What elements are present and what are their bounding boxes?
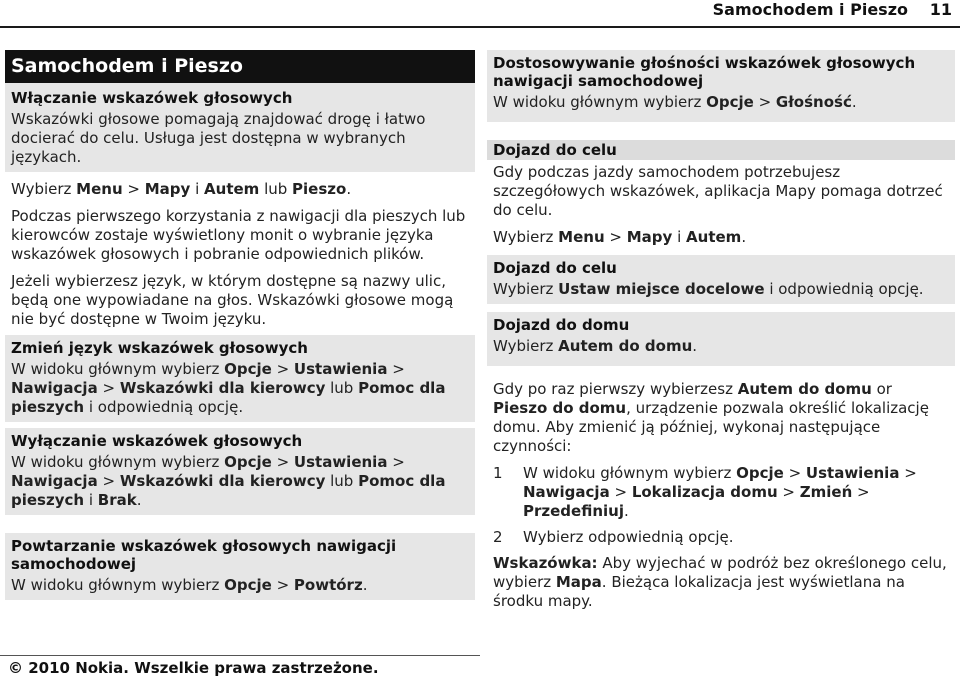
footer-rule: [0, 655, 480, 656]
voice-off-heading: Wyłączanie wskazówek głosowych: [11, 432, 303, 450]
section-title: Samochodem i Pieszo: [5, 50, 475, 83]
repeat-section: [5, 533, 475, 600]
voice-off-section: [5, 428, 475, 515]
voice-on-heading: Włączanie wskazówek głosowych: [11, 89, 293, 107]
volume-heading: Dostosowywanie głośności wskazówek głosowych nawigacji samochodowej: [493, 54, 916, 90]
page-header: [0, 0, 960, 28]
change-lang-section: [5, 335, 475, 422]
first-time-text: Gdy po raz pierwszy wybierzesz Autem do domu or Pieszo do domu, urządzenie pozwala określić lokalizację domu. Aby zmienić ją później, wykonaj następujące czynności:: [493, 380, 929, 455]
home-heading: Dojazd do domu: [493, 316, 630, 334]
left-column: [5, 50, 475, 600]
voice-on-intro: Wskazówki głosowe pomagają znajdować drogę i łatwo docierać do celu. Usługa jest dostępna w wybranych językach.: [11, 110, 426, 166]
page-number: 11: [929, 0, 952, 19]
voice-on-first-use: Podczas pierwszego korzystania z nawigacji dla pieszych lub kierowców zostaje wyświetlony monit o wybranie języka wskazówek głosowych i pobranie odpowiednich plików.: [11, 207, 466, 263]
change-lang-text: W widoku głównym wybierz Opcje > Ustawienia > Nawigacja > Wskazówki dla kierowcy lub Pomoc dla pieszych i odpowiednią opcję.: [11, 360, 446, 416]
voice-off-text: W widoku głównym wybierz Opcje > Ustawienia > Nawigacja > Wskazówki dla kierowcy lub Pomoc dla pieszych i Brak.: [11, 453, 446, 509]
volume-section: [487, 50, 955, 122]
home-section: [487, 312, 955, 366]
repeat-heading: Powtarzanie wskazówek głosowych nawigacji samochodowej: [11, 537, 397, 573]
drive2-heading: Dojazd do celu: [493, 259, 617, 277]
list-item: 2 Wybierz odpowiednią opcję.: [493, 528, 734, 546]
drive2-section: [487, 255, 955, 304]
home-text: Wybierz Autem do domu.: [493, 337, 698, 355]
change-lang-heading: Zmień język wskazówek głosowych: [11, 339, 308, 357]
right-column: [487, 50, 955, 611]
list-item: 1 W widoku głównym wybierz Opcje > Ustawienia > Nawigacja > Lokalizacja domu > Zmień > Przedefiniuj.: [493, 464, 917, 520]
header-title: Samochodem i Pieszo: [712, 0, 908, 19]
copyright-footer: © 2010 Nokia. Wszelkie prawa zastrzeżone.: [8, 659, 379, 677]
drive2-text: Wybierz Ustaw miejsce docelowe i odpowiednią opcję.: [493, 280, 924, 298]
drive-heading: Dojazd do celu: [487, 140, 955, 160]
header-rule: [0, 26, 960, 28]
voice-on-street-names: Jeżeli wybierzesz język, w którym dostępne są nazwy ulic, będą one wypowiadane na głos. Wskazówki głosowe mogą nie być dostępne w Twoim języku.: [11, 272, 454, 328]
tip-text: Wskazówka: Aby wyjechać w podróż bez określonego celu, wybierz Mapa. Bieżąca lokalizacja jest wyświetlana na środku mapy.: [493, 554, 947, 610]
drive-select: Wybierz Menu > Mapy i Autem.: [493, 228, 747, 246]
drive-intro: Gdy podczas jazdy samochodem potrzebujesz szczegółowych wskazówek, aplikacja Mapy pomaga dotrzeć do celu.: [493, 163, 943, 219]
voice-on-section: [5, 83, 475, 172]
voice-on-select: Wybierz Menu > Mapy i Autem lub Pieszo.: [11, 180, 352, 198]
repeat-text: W widoku głównym wybierz Opcje > Powtórz.: [11, 576, 368, 594]
drive-section: [487, 140, 955, 247]
volume-text: W widoku głównym wybierz Opcje > Głośność.: [493, 93, 857, 111]
steps-list: [487, 464, 955, 547]
